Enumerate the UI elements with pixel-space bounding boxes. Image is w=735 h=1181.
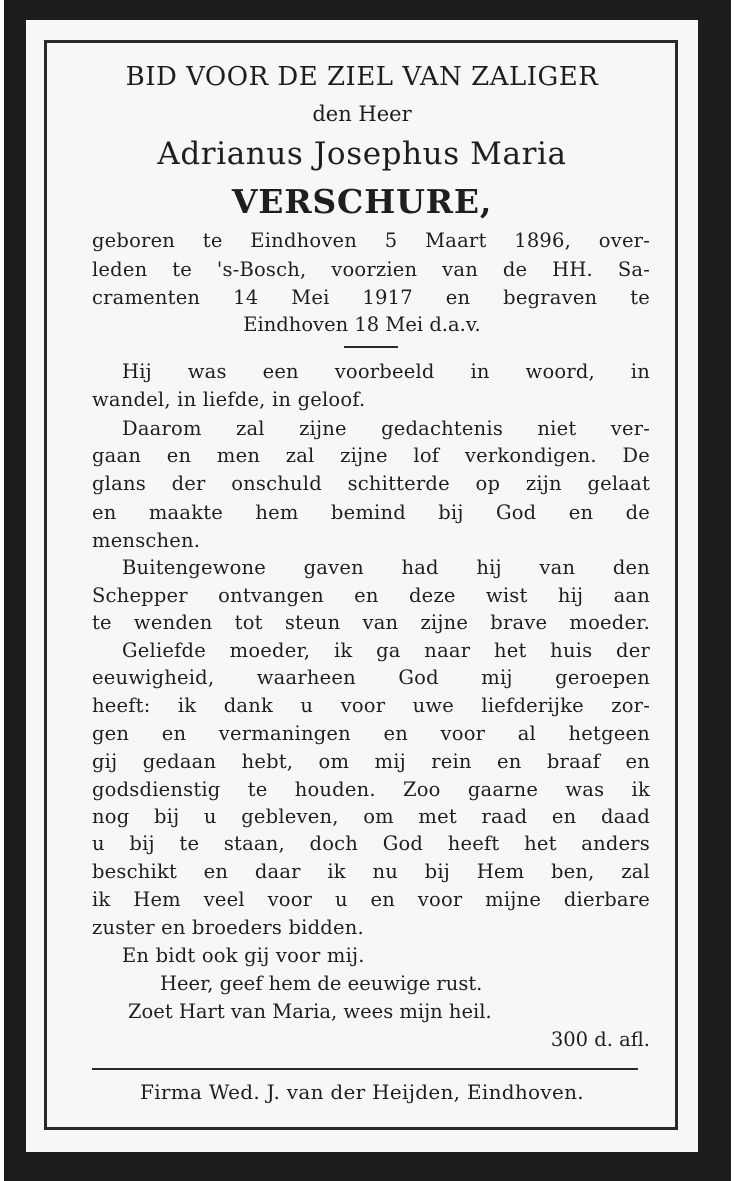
printer-credit: Firma Wed. J. van der Heijden, Eindhoven. xyxy=(140,1080,584,1104)
body-line: Schepper ontvangen en deze wist hij aan xyxy=(92,584,650,607)
body-line: Hij was een voorbeeld in woord, in xyxy=(122,360,650,383)
honorific: den Heer xyxy=(312,102,412,126)
body-line: Geliefde moeder, ik ga naar het huis der xyxy=(122,639,650,662)
body-line: godsdienstig te houden. Zoo gaarne was ik xyxy=(92,778,650,801)
footer-divider xyxy=(92,1068,638,1070)
prayer-heading: BID VOOR DE ZIEL VAN ZALIGER xyxy=(125,62,599,92)
body-line: gaan en men zal zijne lof verkondigen. De xyxy=(92,444,650,467)
given-names: Adrianus Josephus Maria xyxy=(157,136,567,172)
body-line: menschen. xyxy=(92,529,201,552)
surname: VERSCHURE, xyxy=(231,182,493,221)
body-line: beschikt en daar ik nu bij Hem ben, zal xyxy=(92,860,650,883)
indulgence-note: 300 d. afl. xyxy=(550,1028,650,1051)
body-line: Buitengewone gaven had hij van den xyxy=(122,556,650,579)
burial-line: Eindhoven 18 Mei d.a.v. xyxy=(243,313,481,336)
body-line: zuster en broeders bidden. xyxy=(92,916,364,939)
body-line: gij gedaan hebt, om mij rein en braaf en xyxy=(92,750,650,773)
birth-line: cramenten 14 Mei 1917 en begraven te xyxy=(92,286,650,309)
closing-prayer: Zoet Hart van Maria, wees mijn heil. xyxy=(128,1000,492,1023)
birth-line: leden te 's-Bosch, voorzien van de HH. Sa- xyxy=(92,258,650,281)
short-divider xyxy=(344,346,398,348)
body-line: nog bij u gebleven, om met raad en daad xyxy=(92,805,650,828)
body-line: ik Hem veel voor u en voor mijne dierbare xyxy=(92,888,650,911)
body-line: te wenden tot steun van zijne brave moeder. xyxy=(92,611,650,634)
body-line: wandel, in liefde, in geloof. xyxy=(92,388,366,411)
body-line: eeuwigheid, waarheen God mij geroepen xyxy=(92,666,650,689)
body-line: Daarom zal zijne gedachtenis niet ver- xyxy=(122,417,650,440)
body-line: en maakte hem bemind bij God en de xyxy=(92,501,650,524)
body-line: En bidt ook gij voor mij. xyxy=(122,944,365,967)
body-line: u bij te staan, doch God heeft het anders xyxy=(92,832,650,855)
body-line: heeft: ik dank u voor uwe liefderijke zor- xyxy=(92,694,650,717)
body-line: gen en vermaningen en voor al hetgeen xyxy=(92,722,650,745)
body-line: glans der onschuld schitterde op zijn gelaat xyxy=(92,472,650,495)
closing-prayer: Heer, geef hem de eeuwige rust. xyxy=(160,972,483,995)
birth-line: geboren te Eindhoven 5 Maart 1896, over- xyxy=(92,229,650,252)
